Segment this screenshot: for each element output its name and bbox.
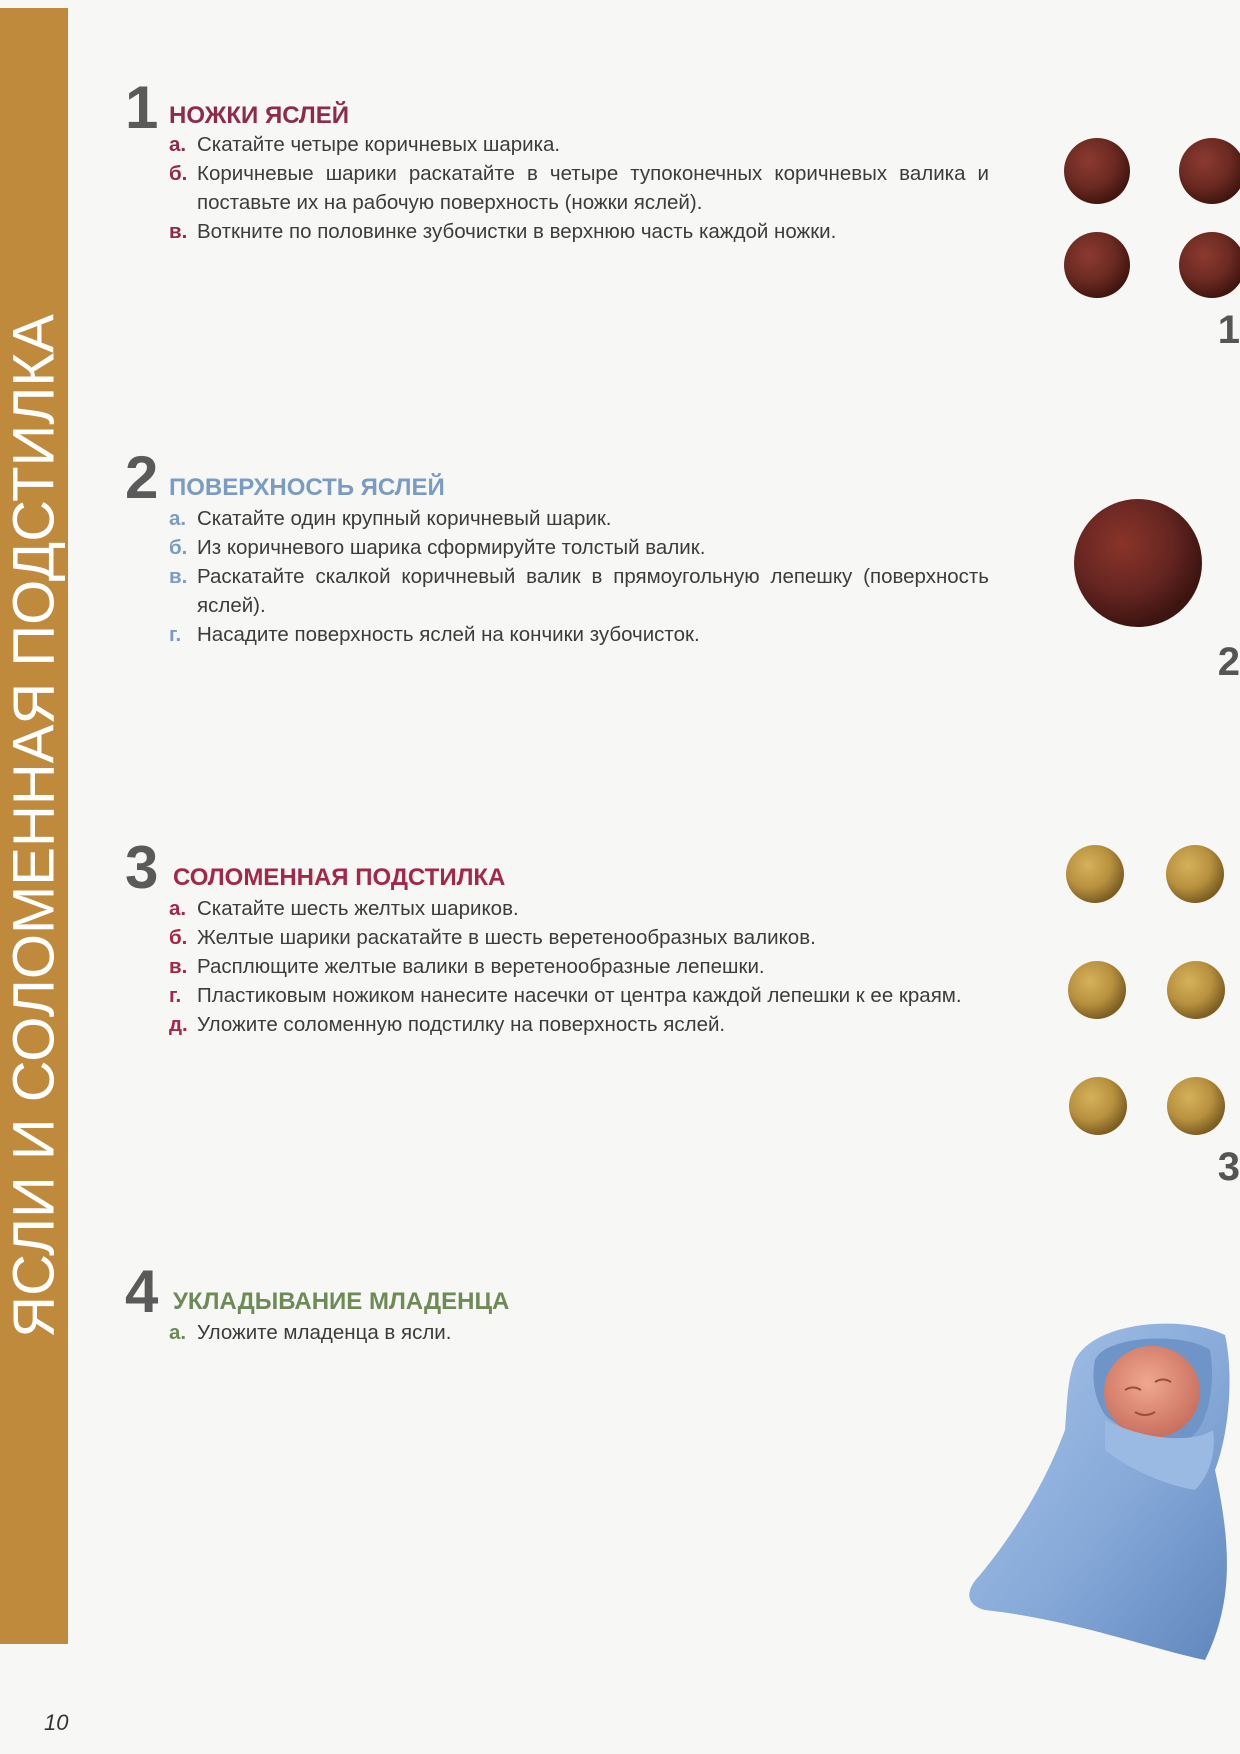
step-title: НОЖКИ ЯСЛЕЙ (169, 102, 350, 129)
item-letter: а. (169, 507, 187, 530)
item-letter: г. (169, 623, 182, 646)
large-brown-ball-illustration (1070, 495, 1210, 635)
step-number: 3 (125, 834, 159, 901)
item-text: Скатайте один крупный коричневый шарик. (197, 507, 612, 530)
item-letter: а. (169, 133, 187, 156)
yellow-ball (1066, 845, 1124, 903)
item-text: Насадите поверхность яслей на кончики зубочисток. (197, 623, 700, 646)
brown-ball (1064, 138, 1130, 204)
list-item (169, 923, 989, 952)
yellow-ball (1166, 845, 1224, 903)
brown-ball (1064, 232, 1130, 298)
yellow-ball (1167, 961, 1225, 1019)
list-item (169, 952, 989, 981)
step-list (169, 504, 989, 649)
page-number: 10 (44, 1710, 69, 1735)
item-letter: а. (169, 1321, 187, 1344)
swaddled-baby-illustration (955, 1320, 1240, 1660)
step-list (169, 894, 989, 1039)
item-letter: в. (169, 955, 188, 978)
brown-balls-illustration (1040, 125, 1240, 305)
step-number: 2 (125, 444, 159, 511)
list-item (169, 562, 989, 620)
item-letter: б. (169, 536, 188, 559)
item-letter: в. (169, 220, 188, 243)
item-letter: д. (169, 1013, 188, 1036)
item-text: Желтые шарики раскатайте в шесть веретенообразных валиков. (197, 926, 816, 949)
item-text: Скатайте шесть желтых шариков. (197, 897, 519, 920)
photo-label-1: 1 (1217, 308, 1240, 352)
item-letter: г. (169, 984, 182, 1007)
step-list (169, 130, 989, 246)
step-title: УКЛАДЫВАНИЕ МЛАДЕНЦА (173, 1288, 510, 1315)
item-letter: а. (169, 897, 187, 920)
step-title: ПОВЕРХНОСТЬ ЯСЛЕЙ (169, 474, 445, 501)
large-brown-ball (1074, 499, 1202, 627)
step-title: СОЛОМЕННАЯ ПОДСТИЛКА (173, 864, 506, 891)
yellow-ball (1068, 961, 1126, 1019)
baby-face (1104, 1346, 1200, 1438)
brown-ball (1179, 232, 1240, 298)
item-text: Уложите соломенную подстилку на поверхность яслей. (197, 1013, 726, 1036)
brown-ball (1179, 138, 1240, 204)
sidebar (0, 8, 68, 1644)
list-item (169, 1318, 989, 1347)
item-text: Раскатайте скалкой коричневый валик в прямоугольную лепешку (поверхность яслей). (197, 565, 989, 617)
list-item (169, 159, 989, 217)
list-item (169, 217, 989, 246)
item-text: Воткните по половинке зубочистки в верхнюю часть каждой ножки. (197, 220, 837, 243)
photo-label-3: 3 (1217, 1145, 1240, 1189)
item-text: Из коричневого шарика сформируйте толстый валик. (197, 536, 706, 559)
step-number: 4 (125, 1258, 159, 1325)
list-item (169, 620, 989, 649)
yellow-ball (1069, 1077, 1127, 1135)
item-text: Пластиковым ножиком нанесите насечки от центра каждой лепешки к ее краям. (197, 984, 962, 1007)
list-item (169, 894, 989, 923)
list-item (169, 504, 989, 533)
item-text: Скатайте четыре коричневых шарика. (197, 133, 561, 156)
item-text: Уложите младенца в ясли. (197, 1321, 452, 1344)
step-list (169, 1318, 989, 1347)
item-letter: б. (169, 926, 188, 949)
item-text: Коричневые шарики раскатайте в четыре тупоконечных коричневых валика и поставьте их на рабочую поверхность (ножки яслей). (197, 162, 989, 214)
item-letter: б. (169, 162, 188, 185)
list-item (169, 130, 989, 159)
step-number: 1 (125, 74, 159, 141)
item-letter: в. (169, 565, 188, 588)
photo-label-2: 2 (1217, 640, 1240, 684)
yellow-balls-illustration (1060, 840, 1240, 1140)
yellow-ball (1167, 1077, 1225, 1135)
list-item (169, 1010, 989, 1039)
list-item (169, 981, 989, 1010)
sidebar-title: ЯСЛИ И СОЛОМЕННАЯ ПОДСТИЛКА (1, 314, 67, 1338)
list-item (169, 533, 989, 562)
item-text: Расплющите желтые валики в веретенообразные лепешки. (197, 955, 765, 978)
